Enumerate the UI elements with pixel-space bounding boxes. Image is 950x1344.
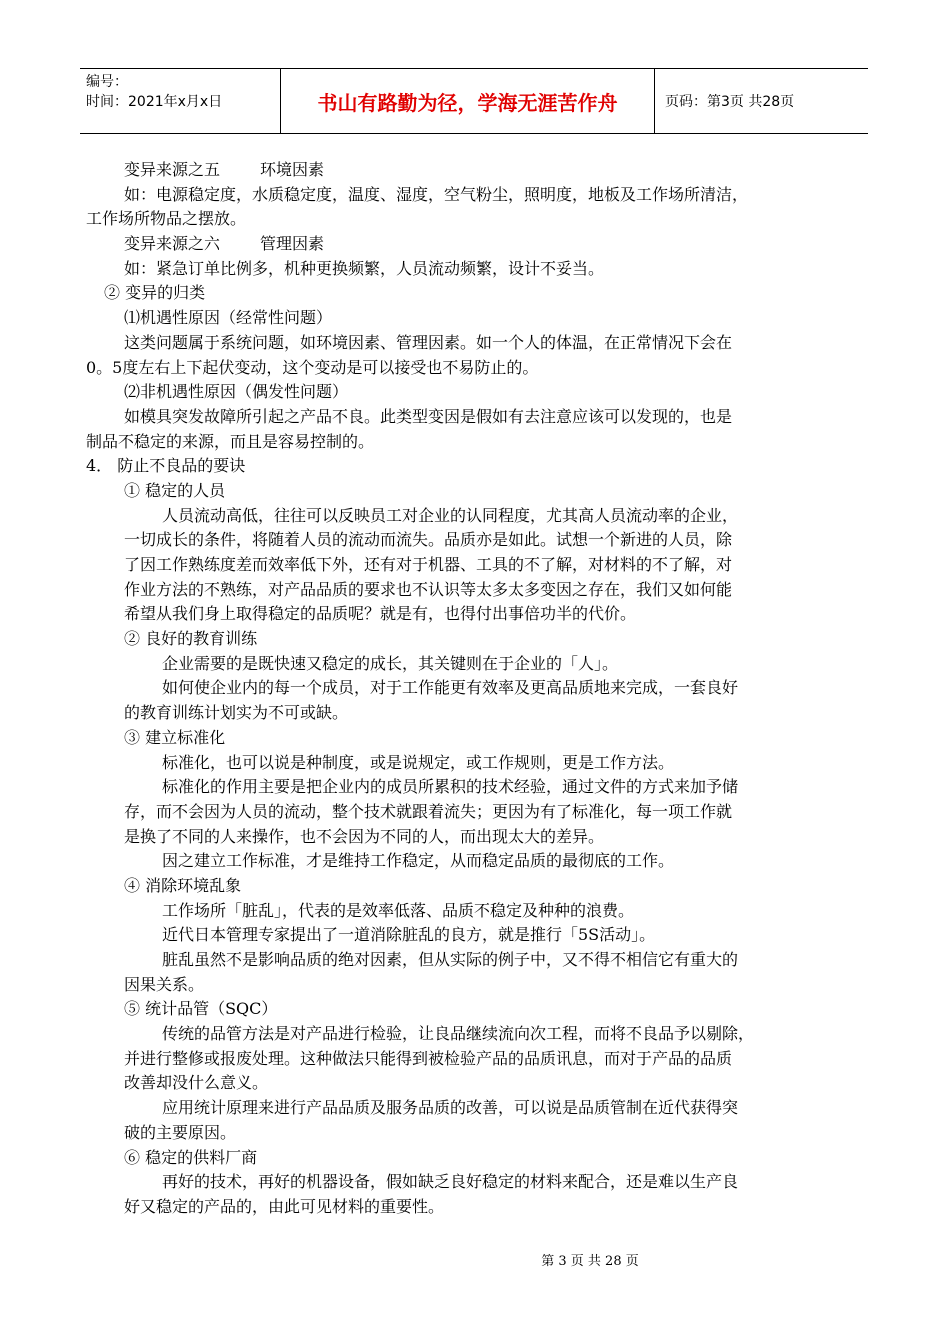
text-line: 的教育训练计划实为不可或缺。 [124, 703, 349, 723]
subsection-heading: ① 稳定的人员 [124, 480, 226, 500]
text-line: 变异来源之六 管理因素 [124, 234, 325, 254]
text-line: 人员流动高低，往往可以反映员工对企业的认同程度，尤其高人员流动率的企业， [162, 505, 739, 525]
header-page-number: 页码：第3页 共28页 [665, 94, 795, 110]
number-label: 编号： [86, 74, 128, 90]
text-line: 作业方法的不熟练，对产品品质的要求也不认识等太多太多变因之存在，我们又如何能 [124, 579, 733, 599]
subsection-heading: ④ 消除环境乱象 [124, 875, 242, 895]
text-line: 是换了不同的人来操作，也不会因为不同的人，而出现太大的差异。 [124, 826, 605, 846]
text-line: 希望从我们身上取得稳定的品质呢？就是有，也得付出事倍功半的代价。 [124, 604, 637, 624]
text-line: 0。5度左右上下起伏变动，这个变动是可以接受也不易防止的。 [86, 357, 539, 377]
section-heading: ② 变异的归类 [104, 283, 206, 303]
document-body [86, 158, 864, 1220]
subsection-heading: ⑤ 统计品管（SQC） [124, 999, 278, 1019]
text-line: 了因工作熟练度差而效率低下外，还有对于机器、工具的不了解，对材料的不了解，对 [124, 555, 733, 574]
text-line: 工作场所「脏乱」，代表的是效率低落、品质不稳定及种种的浪费。 [162, 900, 635, 920]
text-line: 标准化，也可以说是种制度，或是说规定，或工作规则，更是工作方法。 [162, 752, 675, 772]
text-line: 变异来源之五 环境因素 [124, 160, 325, 179]
subsection-heading: ② 良好的教育训练 [124, 629, 258, 649]
header-motto: 书山有路勤为径，学海无涯苦作舟 [280, 69, 655, 133]
text-line: 应用统计原理来进行产品品质及服务品质的改善，可以说是品质管制在近代获得突 [162, 1098, 739, 1118]
page-footer: 第 3 页 共 28 页 [541, 1254, 639, 1269]
text-line: 如：电源稳定度，水质稳定度，温度、湿度，空气粉尘，照明度，地板及工作场所清洁， [124, 184, 749, 204]
header-meta [80, 69, 280, 133]
text-line: 标准化的作用主要是把企业内的成员所累积的技术经验，通过文件的方式来加予储 [162, 777, 739, 797]
text-line: 如模具突发故障所引起之产品不良。此类型变因是假如有去注意应该可以发现的，也是 [124, 406, 733, 426]
text-line: 如何使企业内的每一个成员，对于工作能更有效率及更高品质地来完成，一套良好 [162, 678, 739, 698]
text-line: 近代日本管理专家提出了一道消除脏乱的良方，就是推行「5S活动」。 [162, 925, 656, 945]
text-line: 如：紧急订单比例多，机种更换频繁，人员流动频繁，设计不妥当。 [124, 258, 605, 278]
text-line: 因之建立工作标准，才是维持工作稳定，从而稳定品质的最彻底的工作。 [162, 851, 675, 871]
text-line: 并进行整修或报废处理。这种做法只能得到被检验产品的品质讯息，而对于产品的品质 [124, 1048, 733, 1068]
text-line: 制品不稳定的来源，而且是容易控制的。 [86, 431, 375, 451]
subsection-heading: ⑴机遇性原因（经常性问题） [124, 308, 333, 328]
text-line: 改善却没什么意义。 [124, 1073, 269, 1093]
text-line: 因果关系。 [124, 974, 205, 994]
subsection-heading: ⑵非机遇性原因（偶发性问题） [124, 382, 349, 402]
text-line: 企业需要的是既快速又稳定的成长，其关键则在于企业的「人」。 [162, 653, 619, 673]
text-line: 一切成长的条件，将随着人员的流动而流失。品质亦是如此。试想一个新进的人员，除 [124, 530, 733, 550]
text-line: 再好的技术，再好的机器设备，假如缺乏良好稳定的材料来配合，还是难以生产良 [162, 1172, 739, 1192]
subsection-heading: ⑥ 稳定的供料厂商 [124, 1147, 258, 1167]
subsection-heading: ③ 建立标准化 [124, 727, 226, 747]
text-line: 破的主要原因。 [124, 1122, 237, 1142]
text-line: 好又稳定的产品的，由此可见材料的重要性。 [124, 1196, 445, 1216]
date-label: 时间：2021年x月x日 [86, 94, 223, 110]
text-line: 这类问题属于系统问题，如环境因素、管理因素。如一个人的体温，在正常情况下会在 [124, 332, 733, 352]
text-line: 存，而不会因为人员的流动，整个技术就跟着流失；更因为有了标准化，每一项工作就 [124, 801, 733, 821]
text-line: 工作场所物品之摆放。 [86, 209, 247, 229]
header-table [80, 68, 868, 134]
section-heading: 4． 防止不良品的要诀 [86, 456, 246, 476]
text-line: 脏乱虽然不是影响品质的绝对因素，但从实际的例子中，又不得不相信它有重大的 [162, 950, 739, 969]
text-line: 传统的品管方法是对产品进行检验，让良品继续流向次工程，而将不良品予以剔除， [162, 1024, 755, 1044]
